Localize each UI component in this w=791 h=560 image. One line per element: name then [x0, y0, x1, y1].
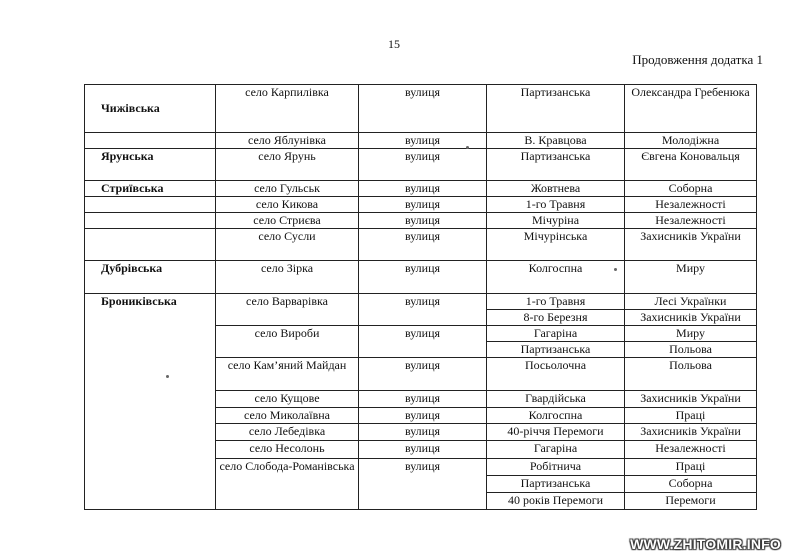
new-name-cell: Захисників України: [625, 310, 757, 326]
scan-speck: [614, 268, 617, 271]
old-name-cell: Гвардійська: [487, 391, 625, 408]
object-type-cell: вулиця: [359, 229, 487, 261]
object-type-cell: вулиця: [359, 133, 487, 149]
old-name-cell: Посьолочна: [487, 358, 625, 391]
old-name-cell: 8-го Березня: [487, 310, 625, 326]
object-type-cell: вулиця: [359, 326, 487, 358]
hromada-cell: Дубрівська: [85, 261, 216, 294]
object-type-cell: вулиця: [359, 391, 487, 408]
scan-speck: [466, 146, 469, 149]
village-cell: село Вироби: [216, 326, 359, 358]
continuation-label: Продовження додатка 1: [632, 52, 763, 67]
old-name-cell: 40-річчя Перемоги: [487, 424, 625, 441]
new-name-cell: Миру: [625, 261, 757, 294]
new-name-cell: Польова: [625, 342, 757, 358]
table-row: [85, 85, 757, 133]
village-cell: село Гульськ: [216, 181, 359, 197]
street-rename-table: [84, 84, 757, 510]
new-name-cell: Незалежності: [625, 441, 757, 459]
new-name-cell: Олександра Гребенюка: [625, 85, 757, 133]
object-type-cell: вулиця: [359, 213, 487, 229]
village-cell: село Стриєва: [216, 213, 359, 229]
table-row: [85, 229, 757, 261]
new-name-cell: Євгена Коновальця: [625, 149, 757, 181]
object-type-cell: вулиця: [359, 424, 487, 441]
new-name-cell: Праці: [625, 459, 757, 476]
object-type-cell: вулиця: [359, 358, 487, 391]
old-name-cell: Колгоспна: [487, 261, 625, 294]
object-type-cell: вулиця: [359, 294, 487, 326]
hromada-cell: Ярунська: [85, 149, 216, 181]
village-cell: село Сусли: [216, 229, 359, 261]
old-name-cell: Жовтнева: [487, 181, 625, 197]
new-name-cell: Незалежності: [625, 197, 757, 213]
page-number: 15: [388, 37, 400, 51]
village-cell: село Яблунівка: [216, 133, 359, 149]
hromada-cell: [85, 133, 216, 149]
object-type-cell: вулиця: [359, 149, 487, 181]
object-type-cell: вулиця: [359, 261, 487, 294]
new-name-cell: Лесі Українки: [625, 294, 757, 310]
object-type-cell: вулиця: [359, 441, 487, 459]
new-name-cell: Соборна: [625, 181, 757, 197]
object-type-cell: вулиця: [359, 85, 487, 133]
new-name-cell: Захисників України: [625, 391, 757, 408]
new-name-cell: Незалежності: [625, 213, 757, 229]
village-cell: село Миколаївна: [216, 408, 359, 424]
village-cell: село Слобода-Романівська: [216, 459, 359, 510]
new-name-cell: Миру: [625, 326, 757, 342]
new-name-cell: Праці: [625, 408, 757, 424]
old-name-cell: Мічуріна: [487, 213, 625, 229]
table-row: [85, 197, 757, 213]
hromada-cell: Брониківська: [85, 294, 216, 510]
village-cell: село Лебедівка: [216, 424, 359, 441]
table-row: [85, 181, 757, 197]
village-cell: село Зірка: [216, 261, 359, 294]
old-name-cell: Мічурінська: [487, 229, 625, 261]
table-row: [85, 261, 757, 294]
old-name-cell: 1-го Травня: [487, 294, 625, 310]
village-cell: село Варварівка: [216, 294, 359, 326]
watermark: WWW.ZHITOMIR.INFO: [630, 536, 781, 552]
old-name-cell: В. Кравцова: [487, 133, 625, 149]
hromada-cell: [85, 213, 216, 229]
village-cell: село Карпилівка: [216, 85, 359, 133]
village-cell: село Кущове: [216, 391, 359, 408]
village-cell: село Кикова: [216, 197, 359, 213]
table-row: [85, 133, 757, 149]
new-name-cell: Перемоги: [625, 493, 757, 510]
old-name-cell: Партизанська: [487, 342, 625, 358]
old-name-cell: 40 років Перемоги: [487, 493, 625, 510]
hromada-cell: Стриївська: [85, 181, 216, 197]
table-row: [85, 213, 757, 229]
object-type-cell: вулиця: [359, 459, 487, 510]
village-cell: село Ярунь: [216, 149, 359, 181]
new-name-cell: Молодіжна: [625, 133, 757, 149]
table-row: [85, 149, 757, 181]
old-name-cell: Колгоспна: [487, 408, 625, 424]
village-cell: село Несолонь: [216, 441, 359, 459]
old-name-cell: Партизанська: [487, 476, 625, 493]
old-name-cell: Партизанська: [487, 149, 625, 181]
old-name-cell: Гагаріна: [487, 441, 625, 459]
new-name-cell: Соборна: [625, 476, 757, 493]
hromada-cell: Чижівська: [85, 85, 216, 133]
old-name-cell: Робітнича: [487, 459, 625, 476]
object-type-cell: вулиця: [359, 408, 487, 424]
new-name-cell: Захисників України: [625, 424, 757, 441]
object-type-cell: вулиця: [359, 197, 487, 213]
scan-speck: [166, 375, 169, 378]
table-row: [85, 294, 757, 310]
old-name-cell: Гагаріна: [487, 326, 625, 342]
new-name-cell: Польова: [625, 358, 757, 391]
new-name-cell: Захисників України: [625, 229, 757, 261]
object-type-cell: вулиця: [359, 181, 487, 197]
old-name-cell: Партизанська: [487, 85, 625, 133]
old-name-cell: 1-го Травня: [487, 197, 625, 213]
hromada-cell: [85, 229, 216, 261]
village-cell: село Кам’яний Майдан: [216, 358, 359, 391]
hromada-cell: [85, 197, 216, 213]
